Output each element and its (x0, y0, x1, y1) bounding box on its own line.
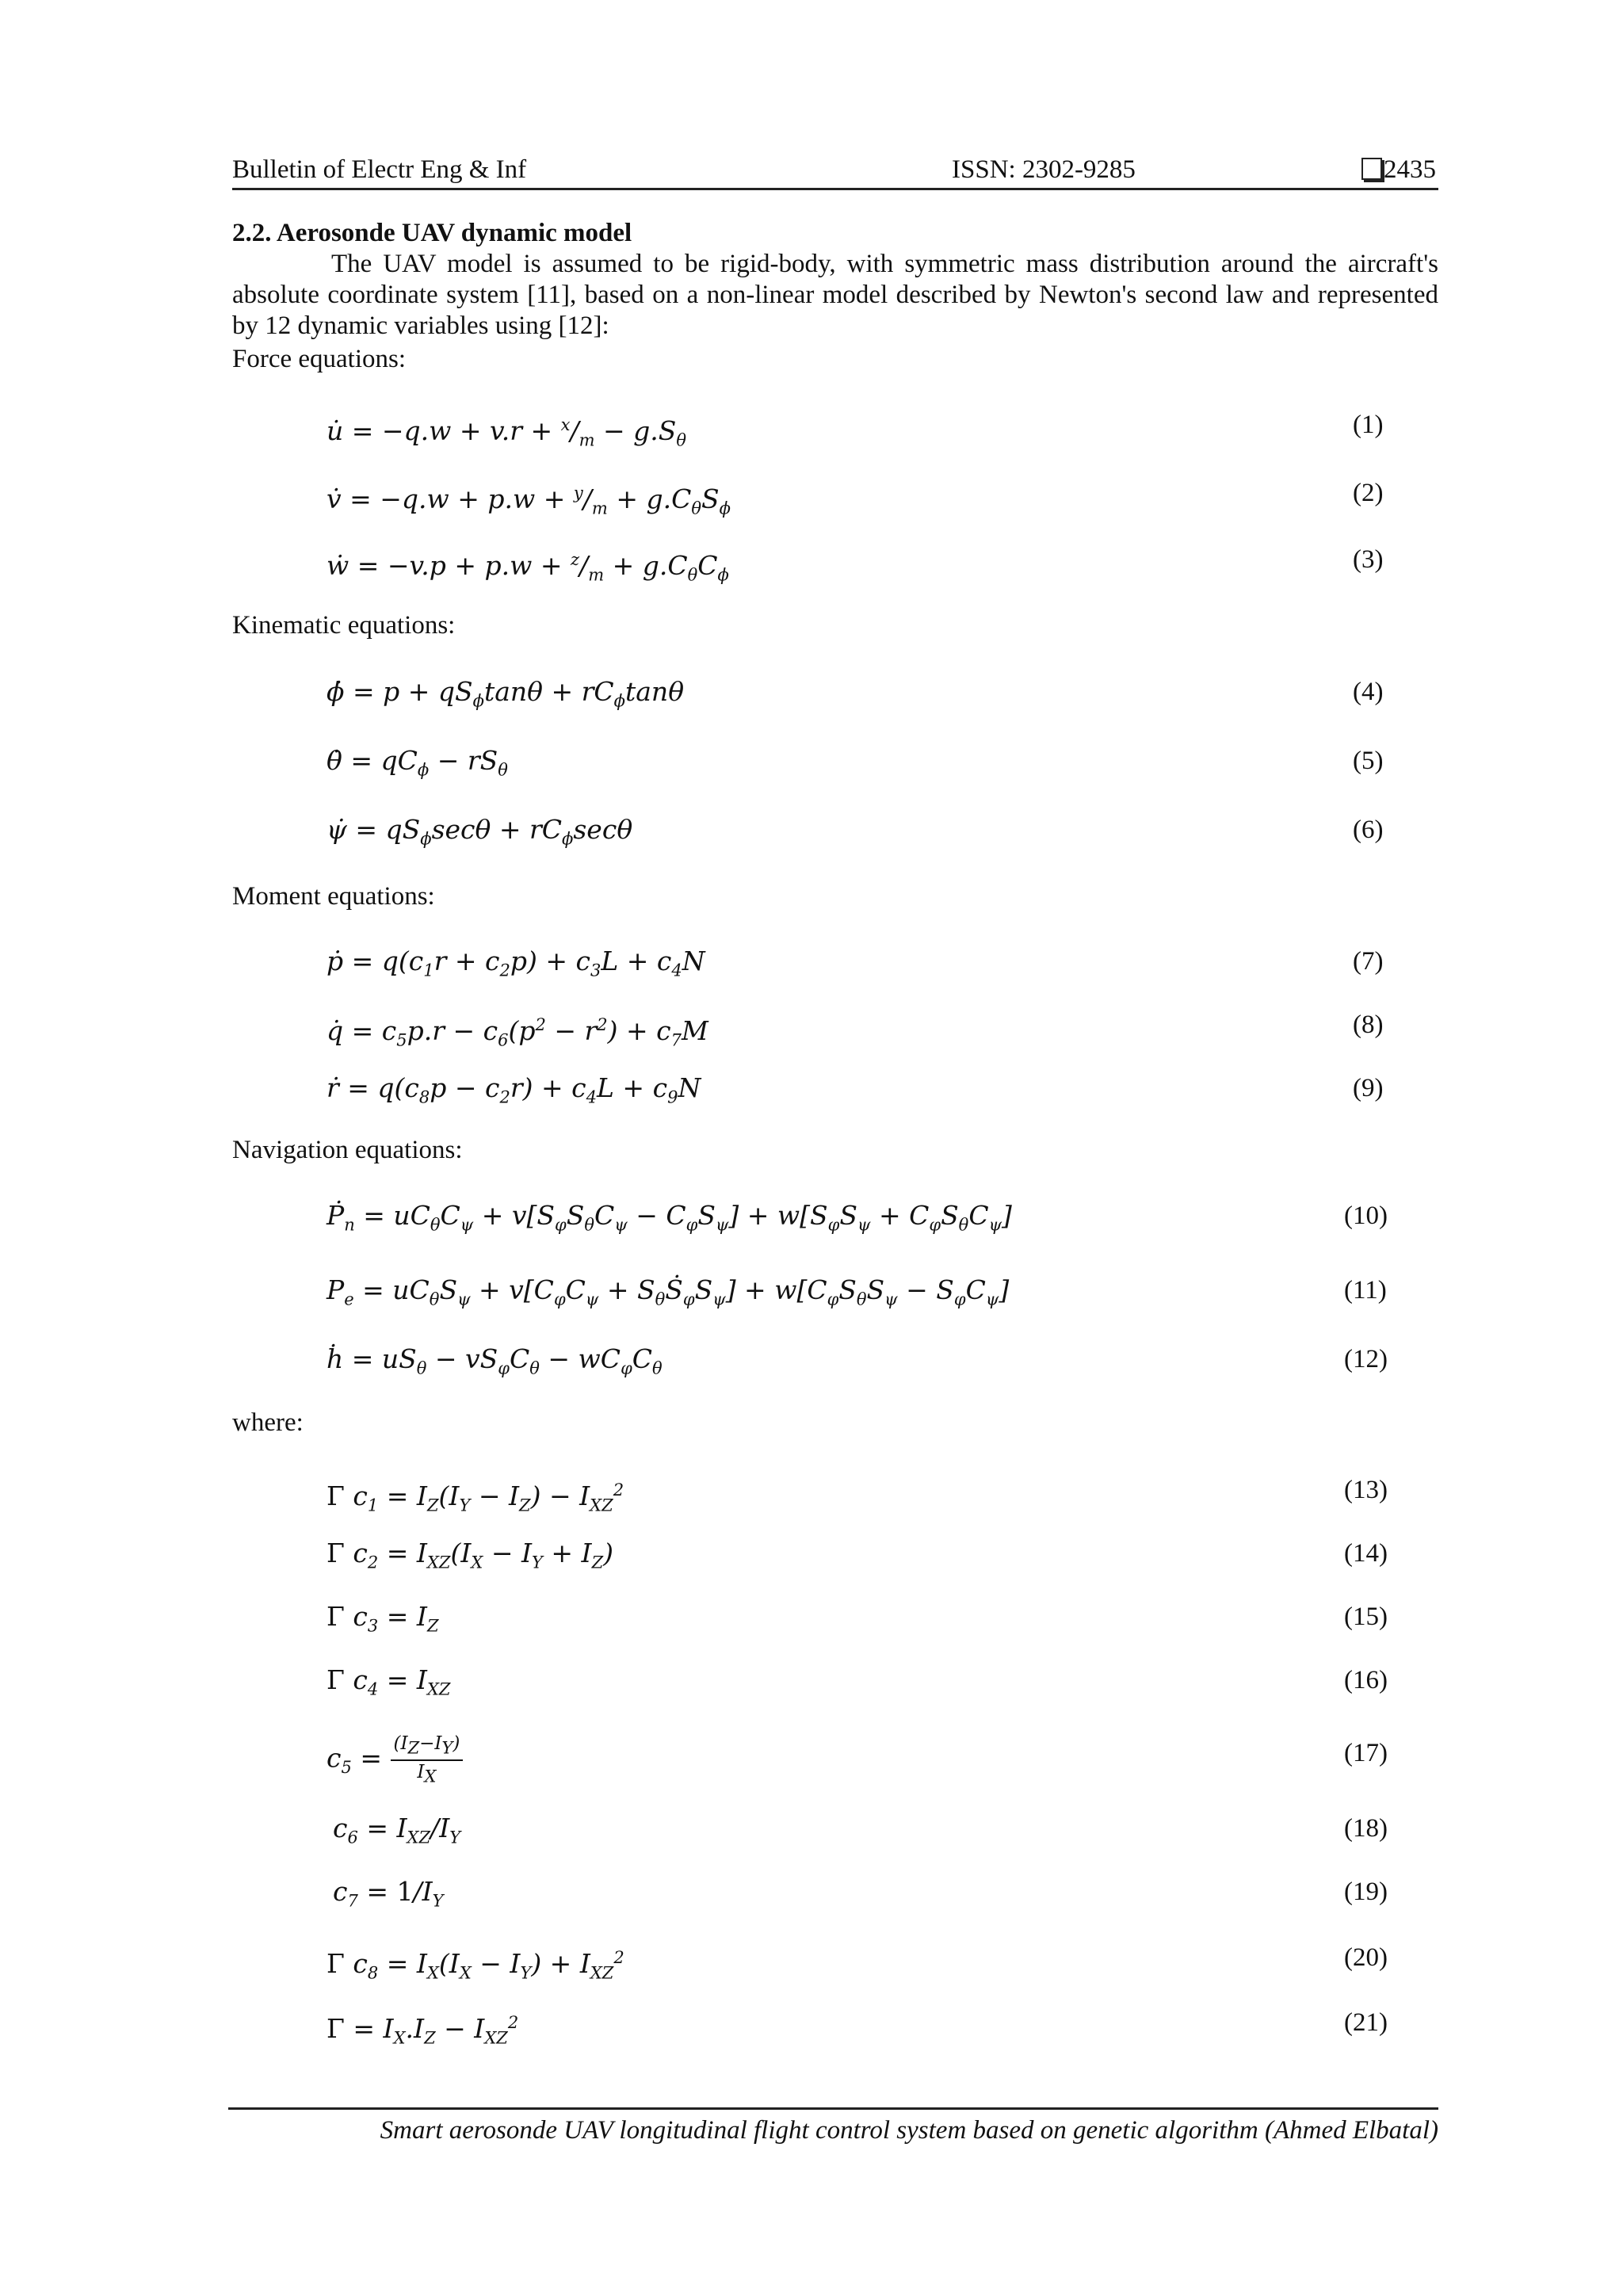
section-heading: 2.2. Aerosonde UAV dynamic model (232, 219, 632, 247)
equation-8: q̇ = $c_5p.r - c_6(p^2 - r^2) + c_7M$ (327, 1015, 708, 1050)
equation-number-11: (11) (1344, 1276, 1387, 1305)
equation-number-18: (18) (1344, 1814, 1388, 1843)
equation-5: θ̇ = $qC_\phi - rS_\theta$ (327, 745, 508, 780)
equation-number-7: (7) (1353, 947, 1384, 976)
page-number: 2435 (1361, 154, 1436, 185)
equation-number-21: (21) (1344, 2008, 1388, 2037)
equation-number-4: (4) (1353, 678, 1384, 706)
header-rule (232, 188, 1438, 190)
section-paragraph: The UAV model is assumed to be rigid-body, with symmetric mass distribution around the aircraft's absolute coordinate system [11], based on a non-linear model described by Newton's second law and represented by 12 dynamic variables using [12]: (232, 250, 1438, 340)
equation-number-19: (19) (1344, 1878, 1388, 1906)
equation-number-14: (14) (1344, 1539, 1388, 1568)
equation-number-1: (1) (1353, 411, 1384, 439)
equation-number-5: (5) (1353, 747, 1384, 775)
equation-number-8: (8) (1353, 1010, 1384, 1039)
label-force-equations: Force equations: (232, 345, 407, 373)
label-where: where: (232, 1408, 304, 1437)
label-moment-equations: Moment equations: (232, 882, 435, 911)
equation-18: $c_6 = I_{XZ}/I_Y$ (333, 1813, 461, 1847)
equation-10: $Ṗ_n = uC_\theta C_\psi + v[S_\varphi S_\theta C_\psi - C_\varphi S_\psi] + w[S_\varphi S_\psi + C_\varphi S_\theta C_\psi]$ (327, 1200, 1012, 1235)
equation-1: u̇ = $-q.w + v.r + ^x/_m - g.S_\theta$ (327, 415, 687, 450)
equation-number-15: (15) (1344, 1603, 1388, 1631)
equation-number-2: (2) (1353, 479, 1384, 507)
fraction-c5: $\frac{(I_Z-I_Y)}{I_X}$ (391, 1733, 464, 1787)
equation-21: $\Gamma = I_X.I_Z - I_{XZ}^2$ (327, 2013, 519, 2048)
equation-number-3: (3) (1353, 545, 1384, 574)
label-navigation-equations: Navigation equations: (232, 1136, 463, 1164)
page-box-icon (1361, 158, 1382, 180)
equation-16: Γ $c_4 = I_{XZ}$ (327, 1664, 451, 1699)
equation-3: ẇ = $-v.p + p.w + ^z/_m + g.C_\theta C_\phi$ (327, 550, 729, 585)
equation-7: ṗ = $q(c_1r + c_2p) + c_3L + c_4N$ (327, 946, 705, 980)
equation-4: ϕ̇ = $p + qS_\phi\tan\theta + rC_\phi\tan\theta$ (327, 676, 685, 711)
issn: ISSN: 2302-9285 (952, 155, 1136, 184)
equation-number-12: (12) (1344, 1345, 1388, 1373)
equation-19: $c_7 = 1/I_Y$ (333, 1876, 444, 1911)
equation-2: v̇ = $-q.w + p.w + ^y/_m + g.C_\theta S_\phi$ (327, 483, 731, 518)
equation-14: Γ $c_2 = I_{XZ}(I_X - I_Y + I_Z)$ (327, 1538, 614, 1572)
label-kinematic-equations: Kinematic equations: (232, 611, 456, 640)
equation-11: $P_e = uC_\theta S_\psi + v[C_\varphi C_\psi$ + $S_\theta Ṡ_\varphi S_\psi] + w[C_\varphi S_\theta S_\psi - S_\varphi C_\psi]$ (327, 1274, 1010, 1309)
journal-name: Bulletin of Electr Eng & Inf (232, 155, 527, 184)
equation-6: ψ̇ = $qS_\phi\sec\theta + rC_\phi\sec\theta$ (327, 814, 633, 849)
footer-rule (228, 2107, 1438, 2110)
equation-12: ḣ = $uS_\theta - vS_\varphi C_\theta - wC_\varphi C_\theta$ (327, 1343, 663, 1378)
equation-number-13: (13) (1344, 1476, 1388, 1504)
equation-20: Γ $c_8 = I_X(I_X - I_Y) + I_{XZ}^2$ (327, 1948, 624, 1983)
footer-text: Smart aerosonde UAV longitudinal flight control system based on genetic algorithm (Ahmed Elbatal) (380, 2116, 1438, 2145)
equation-15: Γ $c_3 = I_Z$ (327, 1601, 439, 1636)
equation-number-9: (9) (1353, 1074, 1384, 1102)
equation-17: $c_5$ = $\frac{(I_Z-I_Y)}{I_X}$ (327, 1733, 463, 1787)
equation-13: Γ $c_1 = I_Z(I_Y - I_Z) - I_{XZ}^2$ (327, 1480, 624, 1515)
equation-number-16: (16) (1344, 1666, 1388, 1694)
equation-9: ṙ = $q(c_8p - c_2r) + c_4L + c_9N$ (327, 1072, 701, 1107)
equation-number-17: (17) (1344, 1739, 1388, 1767)
equation-number-6: (6) (1353, 816, 1384, 844)
equation-number-20: (20) (1344, 1943, 1388, 1972)
equation-number-10: (10) (1344, 1201, 1388, 1230)
